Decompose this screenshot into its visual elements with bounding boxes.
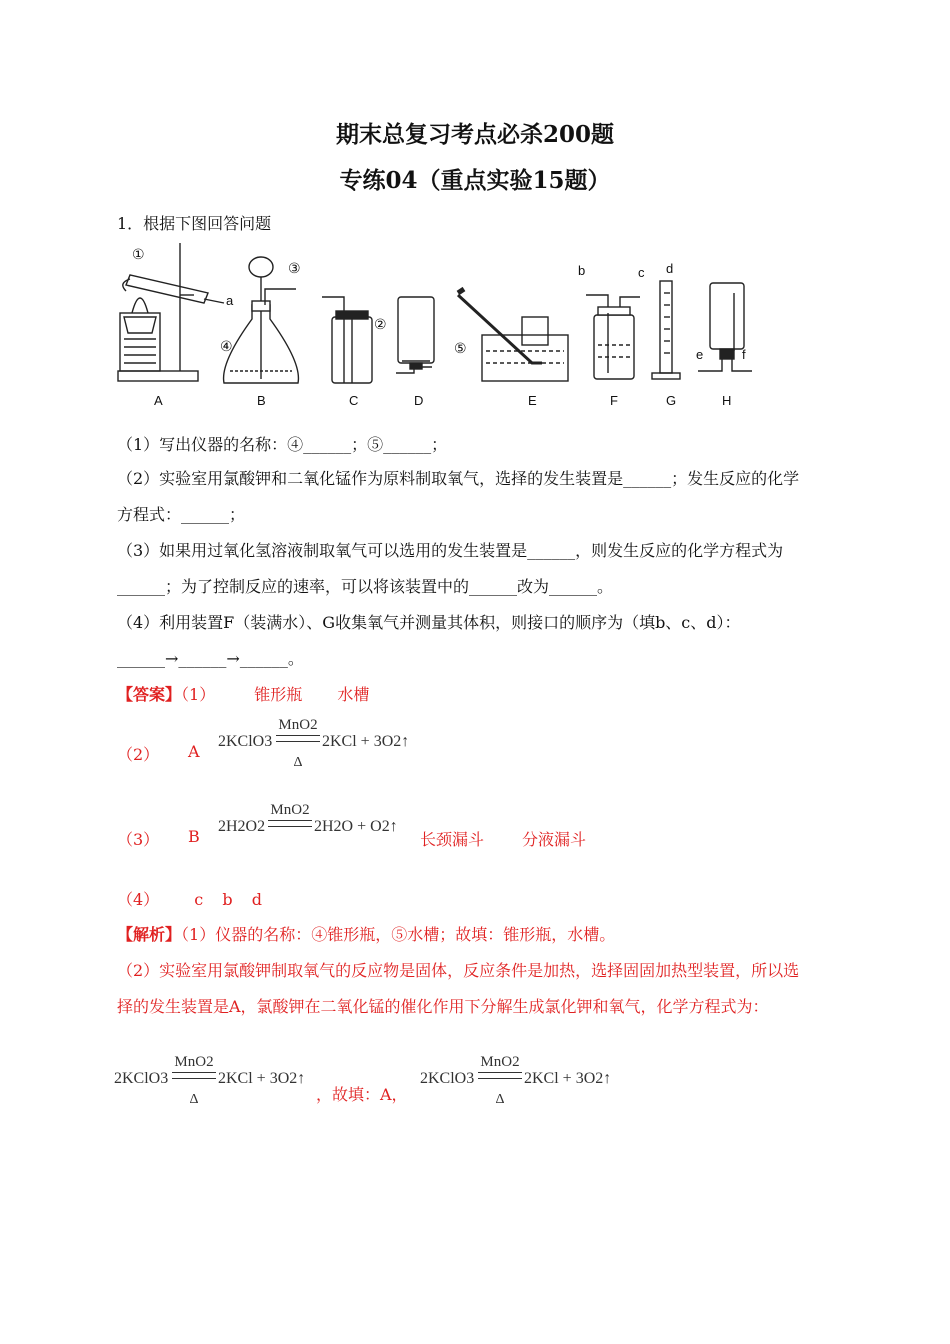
answer-1-number: （1） bbox=[181, 685, 216, 704]
eq4-left: 2KClO3 bbox=[420, 1070, 475, 1087]
label-circle-4: ④ bbox=[220, 338, 233, 354]
analysis-part-1: （1）仪器的名称：④锥形瓶，⑤水槽；故填：锥形瓶，水槽。 bbox=[181, 925, 616, 944]
question-part-2-line-1: （2）实验室用氯酸钾和二氧化锰作为原料制取氧气，选择的发生装置是______；发生反应的化学 bbox=[117, 469, 800, 488]
answer-line-1 bbox=[117, 682, 369, 705]
equation-kclo3-analysis-2 bbox=[420, 1054, 620, 1108]
label-port-c: c bbox=[638, 265, 645, 280]
question-stem: 1．根据下图回答问题 bbox=[117, 214, 272, 233]
eq1-catalyst: MnO2 bbox=[278, 717, 318, 733]
eq3-heat: Δ bbox=[189, 1092, 199, 1107]
eq2-catalyst: MnO2 bbox=[270, 802, 310, 818]
page-title: 期末总复习考点必杀200题 bbox=[335, 121, 614, 148]
apparatus-d bbox=[396, 297, 434, 373]
apparatus-figure bbox=[112, 233, 772, 413]
eq2-right: 2H2O + O2↑ bbox=[314, 818, 398, 835]
question-part-4-line-1: （4）利用装置F（装满水）、G收集氧气并测量其体积，则接口的顺序为（填b、c、d）： bbox=[117, 613, 741, 632]
eq1-right: 2KCl + 3O2↑ bbox=[322, 733, 410, 750]
eq1-heat: Δ bbox=[293, 755, 303, 770]
eq4-catalyst: MnO2 bbox=[480, 1054, 520, 1070]
answer-line-4 bbox=[117, 887, 262, 910]
answer-3-value-3: 分液漏斗 bbox=[522, 830, 587, 849]
question-part-1: （1）写出仪器的名称：④______；⑤______； bbox=[117, 435, 448, 454]
eq2-left: 2H2O2 bbox=[218, 818, 266, 835]
label-port-b: b bbox=[578, 263, 586, 278]
analysis-fill-text: ，故填：A， bbox=[316, 1085, 408, 1104]
label-c-device: C bbox=[349, 393, 359, 408]
analysis-part-2-line-1: （2）实验室用氯酸钾制取氧气的反应物是固体，反应条件是加热，选择固固加热型装置，所以选 bbox=[117, 961, 800, 980]
answer-1-value-2: 水槽 bbox=[337, 685, 370, 704]
label-circle-1: ① bbox=[132, 246, 145, 262]
analysis-part-2-line-2: 择的发生装置是A，氯酸钾在二氧化锰的催化作用下分解生成氯化钾和氧气，化学方程式为： bbox=[117, 997, 769, 1016]
eq3-right: 2KCl + 3O2↑ bbox=[218, 1070, 306, 1087]
answer-1-value-1: 锥形瓶 bbox=[254, 685, 303, 704]
analysis-line-1 bbox=[117, 922, 615, 945]
label-circle-5: ⑤ bbox=[454, 340, 467, 356]
apparatus-g bbox=[652, 281, 680, 379]
label-f-device: F bbox=[610, 393, 618, 408]
answer-tag: 【答案】 bbox=[117, 685, 182, 704]
eq2-equal-bar bbox=[268, 820, 312, 827]
apparatus-e bbox=[458, 289, 568, 381]
question-part-3-line-2: ______；为了控制反应的速率，可以将该装置中的______改为______。 bbox=[117, 577, 614, 596]
eq4-equal-bar bbox=[478, 1072, 522, 1079]
label-h-device: H bbox=[722, 393, 732, 408]
answer-2-value: A bbox=[188, 742, 200, 761]
answer-4-value-2: b bbox=[222, 890, 233, 909]
answer-4-number: （4） bbox=[117, 890, 160, 909]
eq3-catalyst: MnO2 bbox=[174, 1054, 214, 1070]
answer-4-value-1: c bbox=[194, 890, 204, 909]
question-part-4-line-2: ______→______→______。 bbox=[117, 649, 304, 668]
apparatus-c bbox=[322, 297, 372, 383]
answer-3-value-1: B bbox=[188, 827, 200, 846]
label-e-device: E bbox=[528, 393, 537, 408]
analysis-tag: 【解析】 bbox=[117, 925, 182, 944]
label-g-device: G bbox=[666, 393, 677, 408]
label-d-device: D bbox=[414, 393, 424, 408]
eq1-left: 2KClO3 bbox=[218, 733, 273, 750]
apparatus-f bbox=[586, 295, 640, 379]
label-port-e: e bbox=[696, 347, 704, 362]
eq4-heat: Δ bbox=[495, 1092, 505, 1107]
label-b-device: B bbox=[257, 393, 266, 408]
label-port-d: d bbox=[666, 261, 674, 276]
equation-kclo3-answer bbox=[218, 715, 418, 770]
equation-h2o2-answer bbox=[218, 800, 408, 846]
label-circle-3: ③ bbox=[288, 260, 301, 276]
answer-4-value-3: d bbox=[251, 890, 262, 909]
answer-3-number: （3） bbox=[117, 830, 160, 849]
eq3-equal-bar bbox=[172, 1072, 216, 1079]
answer-3-value-2: 长颈漏斗 bbox=[420, 830, 485, 849]
eq1-equal-bar bbox=[276, 735, 320, 742]
eq4-right: 2KCl + 3O2↑ bbox=[524, 1070, 612, 1087]
label-port-f: f bbox=[742, 347, 746, 362]
equation-kclo3-analysis-1 bbox=[114, 1054, 314, 1108]
label-circle-2: ② bbox=[374, 316, 387, 332]
label-port-a: a bbox=[226, 293, 234, 308]
apparatus-a bbox=[118, 243, 224, 381]
question-part-3-line-1: （3）如果用过氧化氢溶液制取氧气可以选用的发生装置是______，则发生反应的化学方程式为 bbox=[117, 541, 784, 560]
answer-2-number: （2） bbox=[117, 745, 160, 764]
page-subtitle: 专练04（重点实验15题） bbox=[339, 167, 611, 194]
label-a-device: A bbox=[154, 393, 163, 408]
eq3-left: 2KClO3 bbox=[114, 1070, 169, 1087]
question-part-2-line-2: 方程式：______； bbox=[117, 505, 246, 524]
